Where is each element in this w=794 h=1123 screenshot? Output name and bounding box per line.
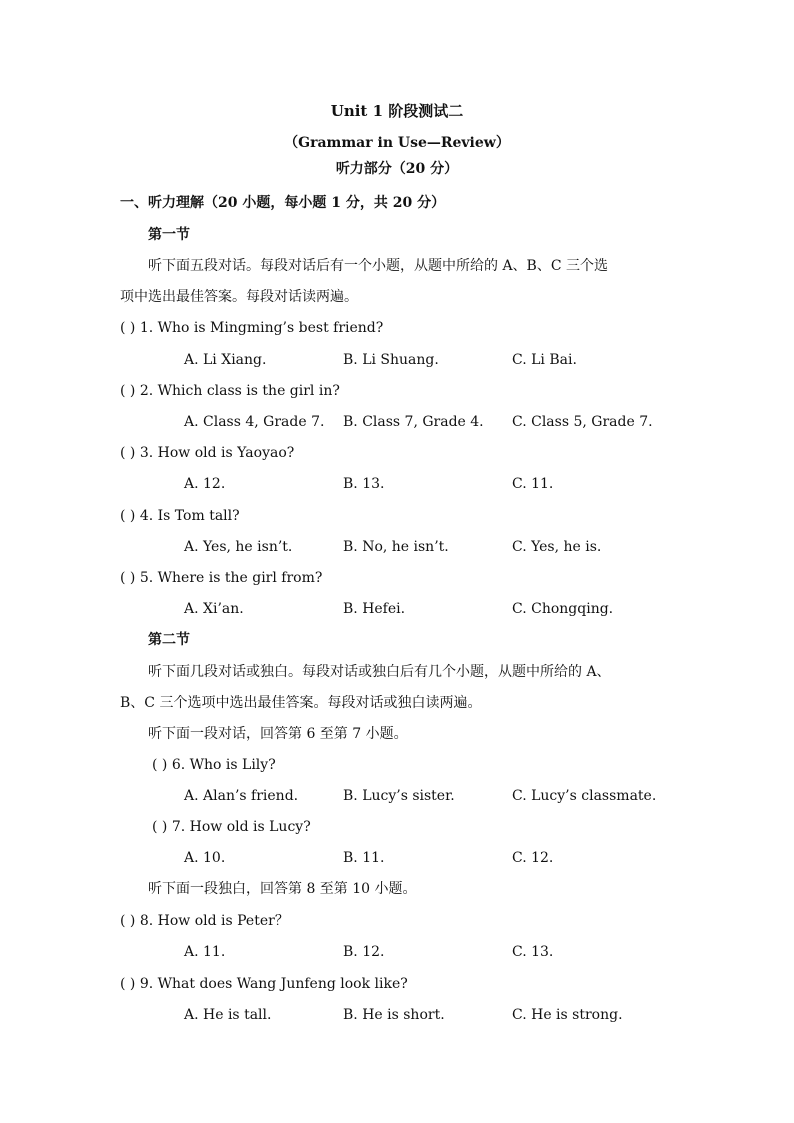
question-6-option-b: B. Lucy’s sister.: [343, 788, 455, 804]
question-6-option-c: C. Lucy’s classmate.: [512, 788, 657, 804]
part1-heading: 一、听力理解（20 小题，每小题 1 分，共 20 分）: [120, 195, 446, 211]
section2-sub-instruction-1: 听下面一段对话，回答第 6 至第 7 小题。: [148, 726, 408, 742]
question-8-option-b: B. 12.: [343, 944, 385, 960]
question-6-option-a: A. Alan’s friend.: [184, 788, 299, 804]
question-4-option-b: B. No, he isn’t.: [343, 539, 449, 555]
question-3-option-c: C. 11.: [512, 476, 554, 492]
page-title: Unit 1 阶段测试二: [330, 102, 464, 120]
question-8-option-c: C. 13.: [512, 944, 554, 960]
question-1: ( ) 1. Who is Mingming’s best friend?: [120, 320, 384, 336]
question-9-option-b: B. He is short.: [343, 1007, 445, 1023]
question-5-option-c: C. Chongqing.: [512, 601, 614, 617]
question-1-option-a: A. Li Xiang.: [184, 352, 267, 368]
section2-instruction-line2: B、C 三个选项中选出最佳答案。每段对话或独白读两遍。: [120, 695, 482, 711]
question-5-option-b: B. Hefei.: [343, 601, 406, 617]
question-2-option-b: B. Class 7, Grade 4.: [343, 414, 484, 430]
section-part-heading: 听力部分（20 分）: [335, 161, 459, 177]
question-8: ( ) 8. How old is Peter？: [120, 913, 289, 929]
question-2-option-c: C. Class 5, Grade 7.: [512, 414, 653, 430]
section2-sub-instruction-2: 听下面一段独白，回答第 8 至第 10 小题。: [148, 881, 417, 897]
question-4-option-a: A. Yes, he isn’t.: [184, 539, 293, 555]
question-9-option-c: C. He is strong.: [512, 1007, 623, 1023]
question-5-option-a: A. Xi’an.: [184, 601, 244, 617]
section1-label: 第一节: [148, 227, 190, 243]
question-9-option-a: A. He is tall.: [184, 1007, 272, 1023]
question-5: ( ) 5. Where is the girl from?: [120, 570, 323, 586]
question-3-option-a: A. 12.: [184, 476, 226, 492]
question-6: ( ) 6. Who is Lily?: [152, 757, 276, 773]
question-7-option-a: A. 10.: [184, 850, 226, 866]
question-1-option-c: C. Li Bai.: [512, 352, 577, 368]
question-7-option-c: C. 12.: [512, 850, 554, 866]
question-7: ( ) 7. How old is Lucy?: [152, 819, 311, 835]
question-7-option-b: B. 11.: [343, 850, 385, 866]
question-2: ( ) 2. Which class is the girl in?: [120, 383, 340, 399]
question-4: ( ) 4. Is Tom tall?: [120, 508, 240, 524]
section1-instruction-line2: 项中选出最佳答案。每段对话读两遍。: [120, 289, 358, 305]
section1-instruction-line1: 听下面五段对话。每段对话后有一个小题，从题中所给的 A、B、C 三个选: [148, 258, 609, 274]
page-subtitle: （Grammar in Use—Review）: [284, 135, 510, 151]
question-8-option-a: A. 11.: [184, 944, 226, 960]
question-2-option-a: A. Class 4, Grade 7.: [184, 414, 325, 430]
section2-label: 第二节: [148, 632, 190, 648]
question-4-option-c: C. Yes, he is.: [512, 539, 602, 555]
section2-instruction-line1: 听下面几段对话或独白。每段对话或独白后有几个小题，从题中所给的 A、: [148, 664, 611, 680]
question-1-option-b: B. Li Shuang.: [343, 352, 439, 368]
question-3: ( ) 3. How old is Yaoyao?: [120, 445, 295, 461]
question-9: ( ) 9. What does Wang Junfeng look like?: [120, 976, 408, 992]
question-3-option-b: B. 13.: [343, 476, 385, 492]
